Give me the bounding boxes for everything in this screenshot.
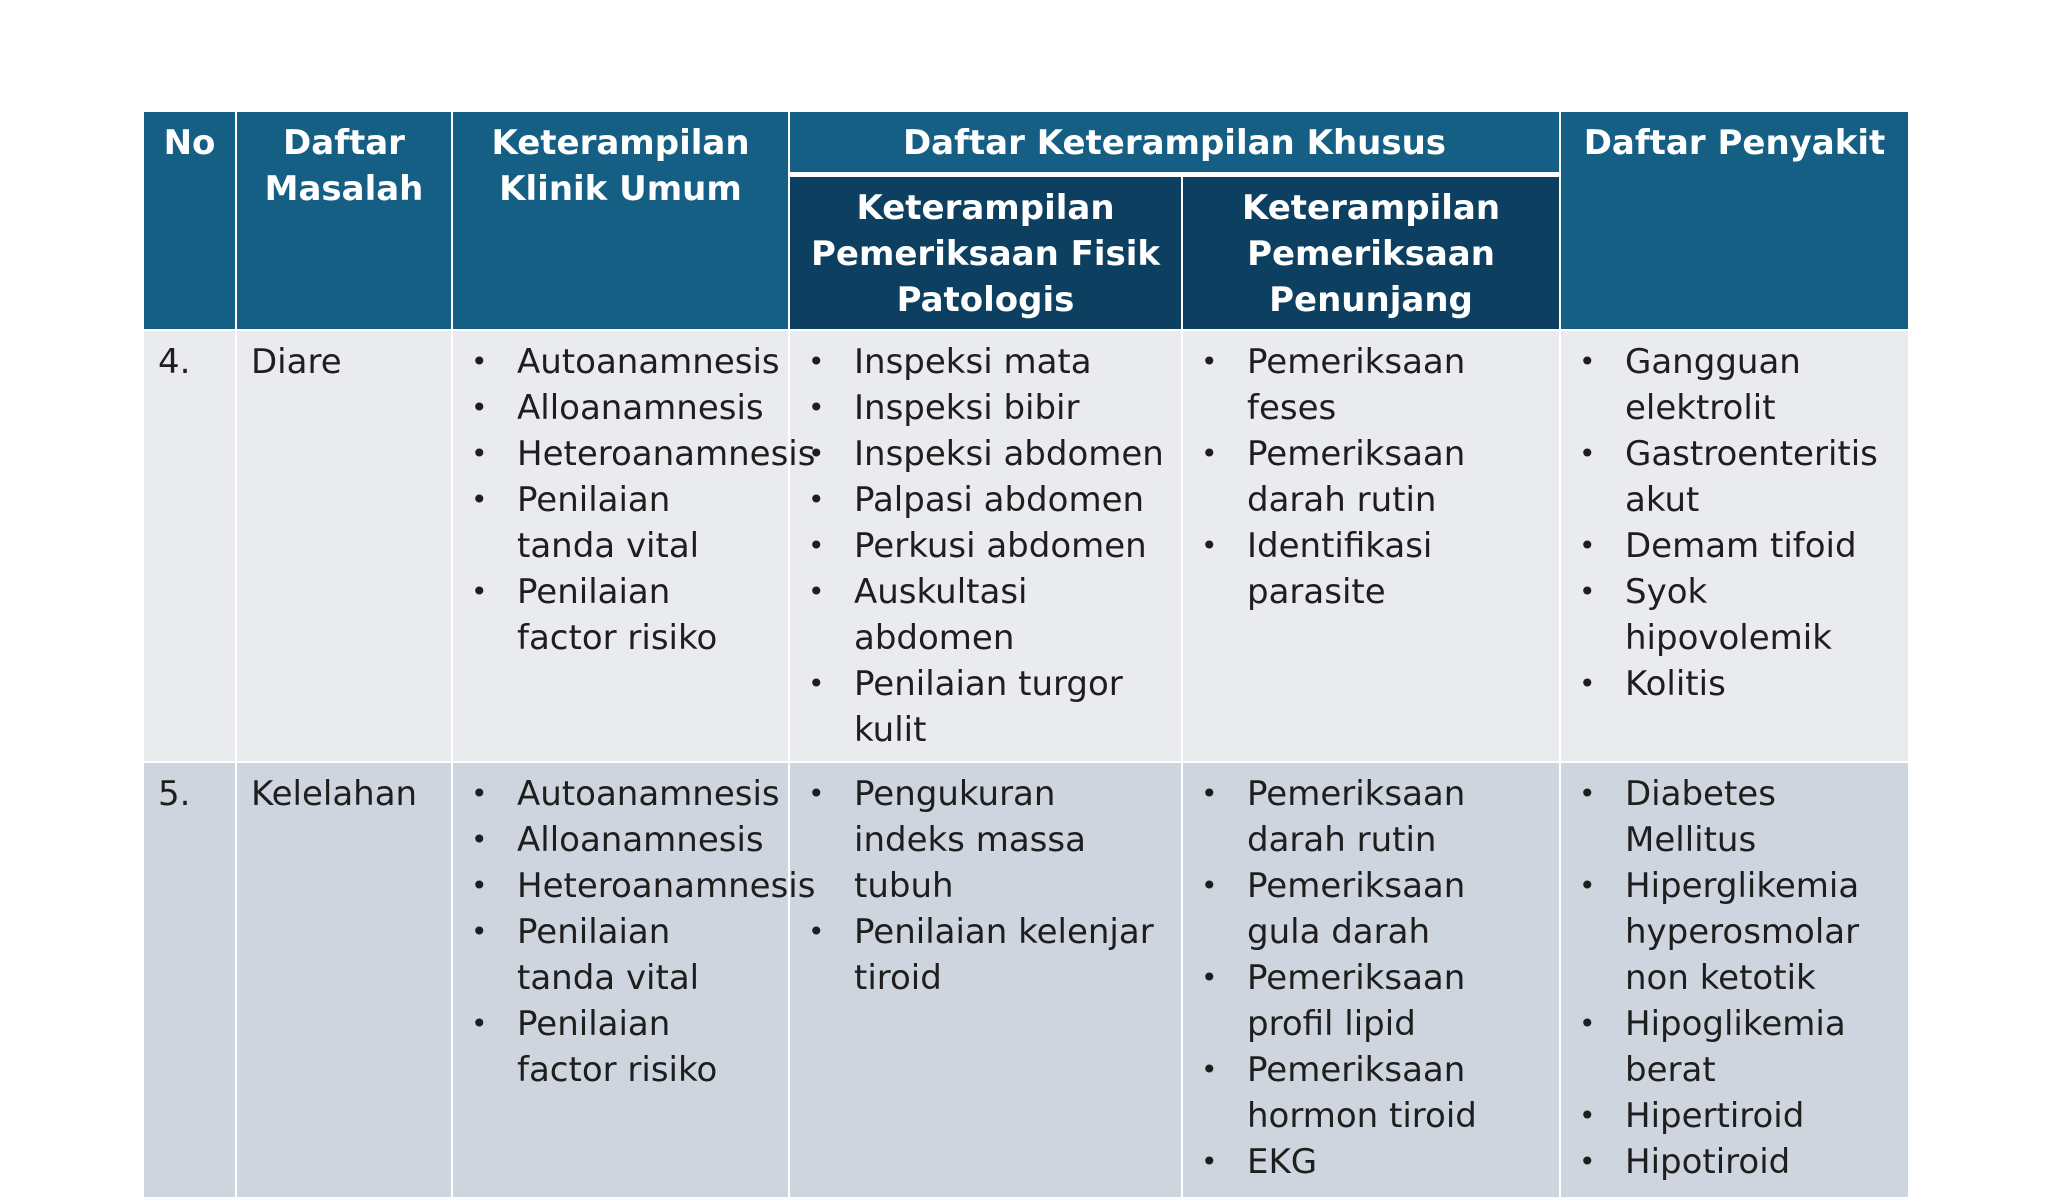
row-penunjang-cell [1182, 762, 1560, 1198]
row-penyakit-cell [1560, 330, 1909, 762]
row-fisik-cell [789, 762, 1182, 1198]
list-item: • Pengukuran indeks massa tubuh [804, 771, 1171, 909]
list-item: • Gangguan elektrolit [1575, 339, 1898, 431]
header-fisik-patologis: Keterampilan Pemeriksaan Fisik Patologis [789, 175, 1182, 331]
header-klinik-umum: Keterampilan Klinik Umum [452, 111, 789, 330]
list-item: • Pemeriksaan hormon tiroid [1197, 1047, 1549, 1139]
list-item: • Hiperglikemia hyperosmolar non ketotik [1575, 863, 1898, 1001]
list-item: • Penilaian turgor kulit [804, 661, 1171, 753]
list-item: • Pemeriksaan feses [1197, 339, 1549, 431]
row-fisik-cell [789, 330, 1182, 762]
list-item: • Kolitis [1575, 661, 1898, 707]
table-row [143, 762, 1909, 1198]
list-item: • Pemeriksaan profil lipid [1197, 955, 1549, 1047]
row-penyakit-cell [1560, 762, 1909, 1198]
header-daftar-penyakit: Daftar Penyakit [1560, 111, 1909, 330]
fisik-list [804, 339, 1171, 753]
header-penunjang: Keterampilan Pemeriksaan Penunjang [1182, 175, 1560, 331]
header-daftar-masalah: Daftar Masalah [236, 111, 452, 330]
list-item: • Hipertiroid [1575, 1093, 1898, 1139]
list-item: • EKG [1197, 1139, 1549, 1185]
row-umum-cell [452, 330, 816, 762]
list-item: • Penilaian tanda vital [467, 477, 778, 569]
list-item: • Penilaian tanda vital [467, 909, 778, 1001]
penunjang-list [1197, 771, 1549, 1185]
penyakit-list [1575, 339, 1898, 707]
list-item: • Alloanamnesis [467, 817, 778, 863]
list-item: • Syok hipovolemik [1575, 569, 1898, 661]
list-item: • Auskultasi abdomen [804, 569, 1171, 661]
row-masalah: Kelelahan [236, 762, 452, 1198]
header-no: No [143, 111, 236, 330]
header-row [143, 111, 1909, 175]
row-penunjang-cell [1182, 330, 1560, 762]
row-number: 5. [143, 762, 236, 1198]
list-item: • Inspeksi mata [804, 339, 1171, 385]
competency-table [142, 110, 1910, 1199]
list-item: • Hipotiroid [1575, 1139, 1898, 1185]
list-item: • Identifikasi parasite [1197, 523, 1549, 615]
penyakit-list [1575, 771, 1898, 1185]
list-item: • Diabetes Mellitus [1575, 771, 1898, 863]
fisik-list [804, 771, 1171, 1001]
penunjang-list [1197, 339, 1549, 615]
umum-list [467, 339, 816, 661]
list-item: • Gastroenteritis akut [1575, 431, 1898, 523]
list-item: • Penilaian factor risiko [467, 1001, 778, 1093]
row-masalah: Diare [236, 330, 452, 762]
list-item: • Pemeriksaan darah rutin [1197, 431, 1549, 523]
list-item: • Heteroanamnesis [467, 863, 778, 909]
umum-list [467, 771, 816, 1093]
list-item: • Autoanamnesis [467, 339, 778, 385]
list-item: • Palpasi abdomen [804, 477, 1171, 523]
list-item: • Penilaian factor risiko [467, 569, 778, 661]
list-item: • Penilaian kelenjar tiroid [804, 909, 1171, 1001]
header-keterampilan-khusus: Daftar Keterampilan Khusus [789, 111, 1560, 175]
row-umum-cell [452, 762, 816, 1198]
list-item: • Pemeriksaan gula darah [1197, 863, 1549, 955]
list-item: • Inspeksi bibir [804, 385, 1171, 431]
list-item: • Pemeriksaan darah rutin [1197, 771, 1549, 863]
list-item: • Autoanamnesis [467, 771, 778, 817]
list-item: • Perkusi abdomen [804, 523, 1171, 569]
list-item: • Demam tifoid [1575, 523, 1898, 569]
row-number: 4. [143, 330, 236, 762]
list-item: • Inspeksi abdomen [804, 431, 1171, 477]
competency-table-container [142, 110, 1908, 1182]
table-row [143, 330, 1909, 762]
list-item: • Alloanamnesis [467, 385, 778, 431]
list-item: • Heteroanamnesis [467, 431, 778, 477]
list-item: • Hipoglikemia berat [1575, 1001, 1898, 1093]
